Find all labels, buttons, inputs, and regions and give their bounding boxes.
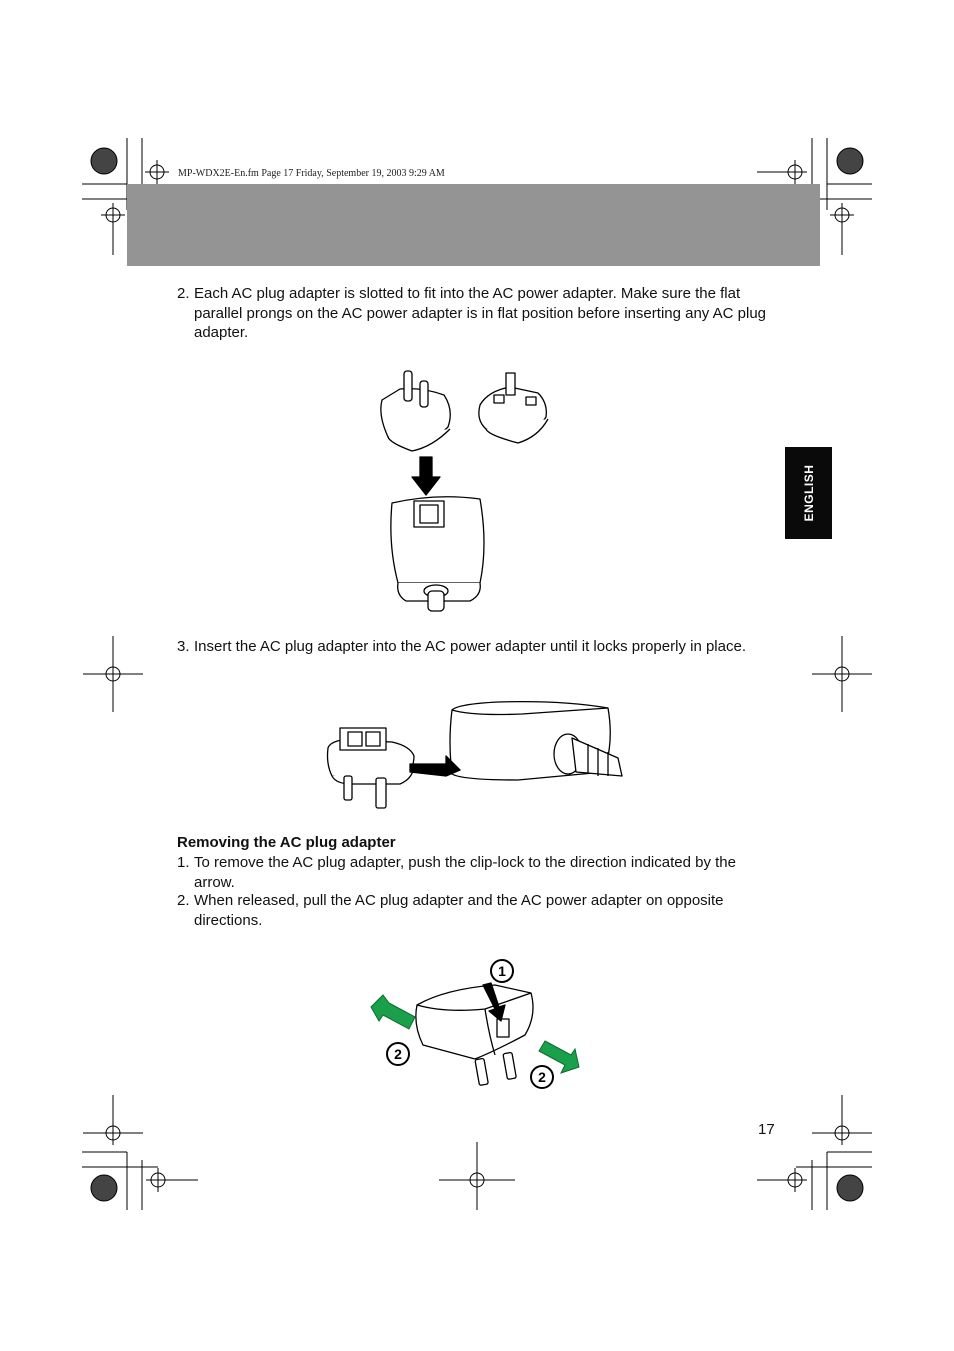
language-tab-label: ENGLISH [801,464,816,522]
figure-insert-adapter [322,698,632,818]
step-text: Insert the AC plug adapter into the AC power adapter until it locks properly in place. [194,638,746,655]
step-text: To remove the AC plug adapter, push the clip-lock to the direction indicated by the arrow. [194,854,736,891]
page-number: 17 [758,1121,775,1138]
language-tab [785,447,832,539]
figure-remove-adapter [365,955,595,1095]
step-number: 3. [177,638,190,655]
pull-arrow-left [371,995,415,1029]
step-number: 2. [177,892,190,909]
section-heading-removing: Removing the AC plug adapter [177,834,396,851]
step-item [177,637,746,657]
callout-2a-label: 2 [394,1046,402,1062]
step-item [177,891,777,930]
callout-1-label: 1 [498,963,506,979]
file-info-header: MP-WDX2E-En.fm Page 17 Friday, September 19, 2003 9:29 AM [178,168,445,179]
step-number: 1. [177,854,190,871]
figure-plug-adapters [370,365,570,615]
step-number: 2. [177,285,190,302]
step-item [177,284,777,343]
step-text: When released, pull the AC plug adapter and the AC power adapter on opposite directions. [194,892,724,929]
callout-2b-label: 2 [538,1069,546,1085]
header-band [127,184,820,266]
step-item [177,853,777,892]
step-text: Each AC plug adapter is slotted to fit into the AC power adapter. Make sure the flat parallel prongs on the AC power adapter is in flat position before inserting any AC plug adapter. [194,285,767,341]
